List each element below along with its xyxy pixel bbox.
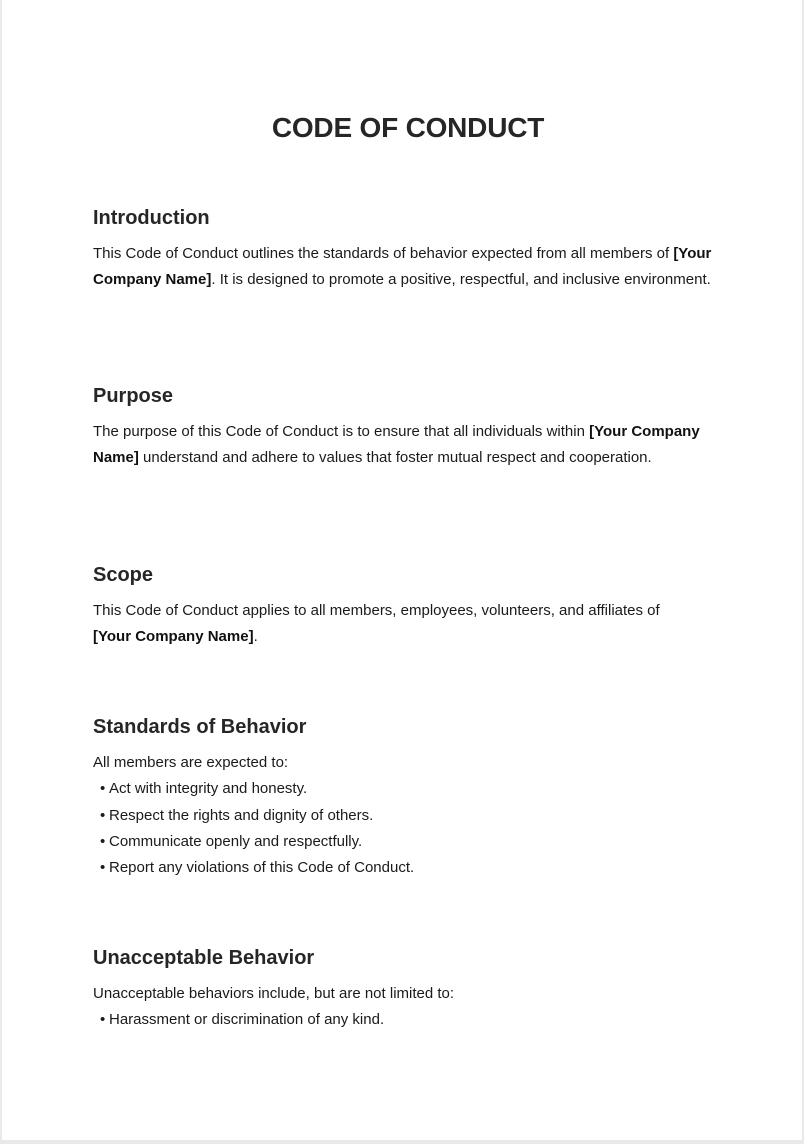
list-item (93, 803, 723, 829)
bullet-icon: • (100, 1011, 106, 1029)
standards-intro: All members are expected to: (93, 754, 289, 771)
section-standards-of-behavior (93, 715, 723, 881)
section-scope (93, 563, 723, 651)
bullet-icon: • (100, 859, 106, 877)
document-page (2, 0, 802, 1140)
company-name-placeholder: [Your Company Name] (93, 628, 254, 646)
bullet-icon: • (100, 832, 106, 850)
list-item (93, 829, 723, 855)
list-item-text: Act with integrity and honesty. (109, 780, 308, 798)
purpose-text-start: The purpose of this Code of Conduct is to ensure that all individuals within (93, 423, 590, 440)
unacceptable-list (93, 1007, 723, 1033)
section-heading-purpose: Purpose (93, 385, 174, 407)
section-body-purpose (93, 419, 723, 472)
introduction-text-end: . It is designed to promote a positive, respectful, and inclusive environment. (211, 271, 711, 289)
section-body-introduction (93, 241, 723, 294)
bullet-icon: • (100, 780, 106, 798)
section-introduction (93, 206, 723, 294)
unacceptable-intro: Unacceptable behaviors include, but are not limited to: (93, 985, 455, 1002)
section-heading-scope: Scope (93, 564, 154, 586)
section-unacceptable-behavior (93, 946, 723, 1034)
section-body-scope (93, 598, 723, 651)
list-item (93, 855, 723, 881)
introduction-text-start: This Code of Conduct outlines the standards of behavior expected from all members of (93, 245, 674, 262)
list-item-text: Report any violations of this Code of Conduct. (109, 859, 415, 877)
document-title: CODE OF CONDUCT (271, 112, 545, 143)
section-purpose (93, 384, 723, 472)
list-item (93, 776, 723, 802)
section-heading-introduction: Introduction (93, 207, 210, 229)
scope-text-end: . (253, 628, 258, 646)
purpose-text-end: understand and adhere to values that foster mutual respect and cooperation. (138, 449, 652, 467)
company-name-placeholder: [Your Company Name] (93, 245, 712, 289)
standards-list (93, 776, 723, 881)
scope-text-start: This Code of Conduct applies to all members, employees, volunteers, and affiliates of (93, 602, 660, 619)
list-item-text: Communicate openly and respectfully. (109, 832, 363, 850)
section-heading-unacceptable: Unacceptable Behavior (93, 947, 315, 969)
list-item (93, 1007, 723, 1033)
list-item-text: Harassment or discrimination of any kind. (109, 1011, 385, 1029)
bullet-icon: • (100, 806, 106, 824)
company-name-placeholder: [Your Company Name] (93, 423, 700, 467)
list-item-text: Respect the rights and dignity of others. (109, 806, 374, 824)
section-heading-standards: Standards of Behavior (93, 716, 307, 738)
